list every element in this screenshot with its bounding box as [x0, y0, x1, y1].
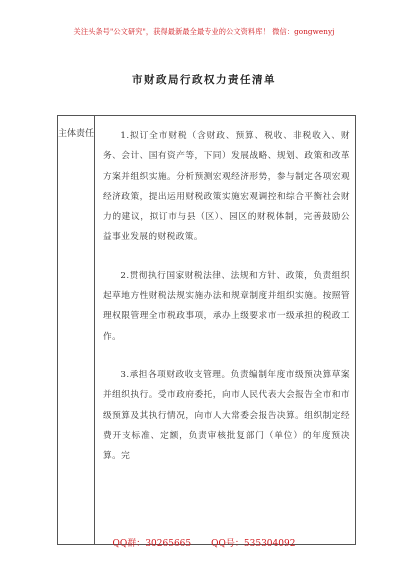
responsibility-paragraph-2: 2.贯彻执行国家财税法律、法规和方针、政策，负责组织起草地方性财税法规实施办法和规章制度并组织实施。按照管理权限管理全市税政事项，承办上级要求市一级承担的税政工作。	[103, 270, 350, 342]
qq-group-number: 30265665	[145, 539, 192, 549]
responsibility-paragraph-3: 3.承担各项财政收支管理。负责编制年度市级预决算草案并组织执行。受市政府委托，向市人民代表大会报告全市和市级预算及其执行情况，向市人大常委会报告决算。组织制定经费开支标准、定额，负责审核批复部门（单位）的年度预决算。完	[103, 369, 350, 462]
qq-label: QQ号：	[211, 539, 244, 549]
footer-contact	[0, 536, 408, 549]
row-label-main-responsibility: 主体责任	[58, 129, 95, 139]
qq-group-label: QQ群：	[112, 539, 146, 549]
qq-number: 535304092	[243, 539, 296, 549]
responsibility-paragraph-1: 1.拟订全市财税（含财政、预算、税收、非税收入、财务、会计、国有资产等，下同）发展战略、规划、政策和改革方案并组织实施。分析预测宏观经济形势，参与制定各项宏观经济政策，提出运用财税政策实施宏观调控和综合平衡社会财力的建议，拟订市与县（区）、园区的财税体制，完善鼓励公益事业发展的财税政策。	[103, 131, 350, 243]
responsibility-table	[57, 115, 356, 545]
header-promo-note: 关注头条号"公文研究"，获得最新最全最专业的公文资料库！ 微信：gongwenyj	[73, 27, 335, 36]
document-title: 市财政局行政权力责任清单	[132, 74, 276, 86]
table-content-cell	[103, 126, 350, 467]
table-column-divider	[94, 116, 95, 544]
